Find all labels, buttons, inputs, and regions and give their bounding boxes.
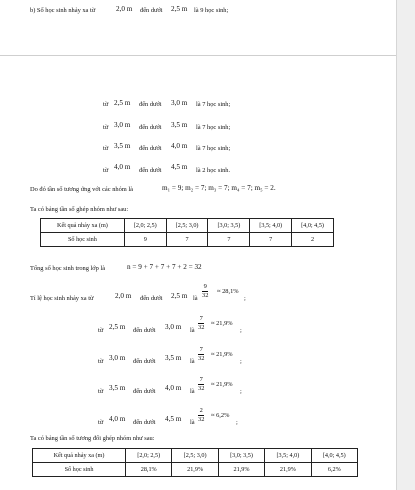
- ratio-fraction: $\frac{7}{32}$: [198, 376, 205, 393]
- table-header-cell: [4,0; 4,5): [292, 219, 334, 233]
- table-header-cell: [2,0; 2,5): [124, 219, 166, 233]
- ratio-b: 3,5 m: [165, 354, 182, 362]
- table-header-cell: [3,5; 4,0): [265, 449, 311, 463]
- table-cell: 9: [124, 233, 166, 247]
- range-from: từ: [103, 167, 109, 174]
- total-line-formula: n = 9 + 7 + 7 + 7 + 2 = 32: [127, 263, 202, 271]
- ratio-from: từ: [98, 419, 104, 426]
- ratio-from: từ: [98, 388, 104, 395]
- table-cell: 21,9%: [172, 463, 218, 477]
- range-a: 3,5 m: [114, 142, 131, 150]
- ratio-a: 3,0 m: [109, 354, 126, 362]
- range-mid: đến dưới: [139, 101, 162, 108]
- table-cell: 21,9%: [218, 463, 264, 477]
- table1-intro: Ta có bảng tần số ghép nhóm như sau:: [30, 206, 129, 213]
- range-a: 2,5 m: [114, 99, 131, 107]
- freq-line-text: Do đó tần số tương ứng với các nhóm là: [30, 186, 133, 193]
- ratio-from: từ: [98, 327, 104, 334]
- table-cell: 7: [208, 233, 250, 247]
- table-cell: 2: [292, 233, 334, 247]
- range-suffix: là 2 học sinh.: [196, 167, 231, 174]
- ratio-prefix: Tỉ lệ học sinh nhảy xa từ: [30, 295, 94, 302]
- range-mid: đến dưới: [139, 167, 162, 174]
- table-header-cell: [2,5; 3,0): [166, 219, 208, 233]
- range-suffix: là 7 học sinh;: [196, 124, 231, 131]
- ratio-b: 2,5 m: [171, 292, 188, 300]
- ratio-la: là: [193, 295, 198, 302]
- semicolon: ;: [240, 388, 242, 395]
- range-mid: đến dưới: [139, 124, 162, 131]
- ratio-fraction: $\frac{2}{32}$: [198, 407, 205, 424]
- ratio-mid: đến dưới: [133, 419, 156, 426]
- ratio-mid: đến dưới: [133, 388, 156, 395]
- table-cell: 21,9%: [265, 463, 311, 477]
- range-a: 4,0 m: [114, 163, 131, 171]
- table-header-cell: [4,0; 4,5): [311, 449, 357, 463]
- table-cell: 7: [250, 233, 292, 247]
- range-from: từ: [103, 145, 109, 152]
- ratio-fraction: $\frac{9}{32}$: [202, 283, 209, 300]
- ratio-b: 4,5 m: [165, 415, 182, 423]
- ratio-mid: đến dưới: [140, 295, 163, 302]
- freq-line-formula: m₁ = 9; m₂ = 7; m₃ = 7; m₄ = 7; m₅ = 2.: [162, 184, 276, 192]
- ratio-approx: ≈ 21,9%: [211, 351, 233, 358]
- range-b: 4,5 m: [171, 163, 188, 171]
- table-header-cell: [2,0; 2,5): [126, 449, 172, 463]
- ratio-approx: ≈ 21,9%: [211, 320, 233, 327]
- total-line-text: Tổng số học sinh trong lớp là: [30, 265, 106, 272]
- table-row: [41, 233, 334, 247]
- ratio-la: là: [190, 388, 195, 395]
- range-from: từ: [103, 124, 109, 131]
- frequency-table: [40, 218, 334, 247]
- table-cell: 6,2%: [311, 463, 357, 477]
- ratio-a: 3,5 m: [109, 384, 126, 392]
- table-header-row: [41, 219, 334, 233]
- table-header-cell: [3,0; 3,5): [208, 219, 250, 233]
- table2-intro: Ta có bảng tần số tương đối ghép nhóm như sau:: [30, 435, 155, 442]
- range-from: từ: [103, 101, 109, 108]
- ratio-mid: đến dưới: [133, 327, 156, 334]
- ratio-a: 2,5 m: [109, 323, 126, 331]
- line-b-mid: đến dưới: [140, 7, 163, 14]
- page-gap: [396, 0, 415, 490]
- semicolon: ;: [240, 327, 242, 334]
- table-header-cell: [2,5; 3,0): [172, 449, 218, 463]
- semicolon: ;: [240, 358, 242, 365]
- relative-frequency-table: [32, 448, 358, 477]
- table-row: [33, 463, 358, 477]
- ratio-a: 2,0 m: [115, 292, 132, 300]
- range-b: 3,5 m: [171, 121, 188, 129]
- ratio-la: là: [190, 419, 195, 426]
- ratio-mid: đến dưới: [133, 358, 156, 365]
- ratio-la: là: [190, 358, 195, 365]
- table-header-cell: Kết quả nhảy xa (m): [41, 219, 125, 233]
- line-b-suffix: là 9 học sinh;: [194, 7, 229, 14]
- ratio-approx: ≈ 21,9%: [211, 381, 233, 388]
- ratio-la: là: [190, 327, 195, 334]
- range-suffix: là 7 học sinh;: [196, 101, 231, 108]
- semicolon: ;: [236, 419, 238, 426]
- ratio-b: 4,0 m: [165, 384, 182, 392]
- ratio-approx: ≈ 6,2%: [211, 412, 230, 419]
- table-cell: 7: [166, 233, 208, 247]
- line-b-b: 2,5 m: [171, 5, 188, 13]
- table-row-label: Số học sinh: [41, 233, 125, 247]
- range-mid: đến dưới: [139, 145, 162, 152]
- table-header-cell: [3,5; 4,0): [250, 219, 292, 233]
- ratio-from: từ: [98, 358, 104, 365]
- range-a: 3,0 m: [114, 121, 131, 129]
- table-row-label: Số học sinh: [33, 463, 126, 477]
- table-header-row: [33, 449, 358, 463]
- table-cell: 28,1%: [126, 463, 172, 477]
- ratio-approx: ≈ 28,1%: [217, 288, 239, 295]
- table-header-cell: Kết quả nhảy xa (m): [33, 449, 126, 463]
- line-b-a: 2,0 m: [116, 5, 133, 13]
- semicolon: ;: [244, 295, 246, 302]
- range-b: 3,0 m: [171, 99, 188, 107]
- ratio-fraction: $\frac{7}{32}$: [198, 346, 205, 363]
- line-b-prefix: b) Số học sinh nhảy xa từ: [30, 7, 96, 14]
- ratio-a: 4,0 m: [109, 415, 126, 423]
- ratio-b: 3,0 m: [165, 323, 182, 331]
- range-suffix: là 7 học sinh;: [196, 145, 231, 152]
- range-b: 4,0 m: [171, 142, 188, 150]
- ratio-fraction: $\frac{7}{32}$: [198, 315, 205, 332]
- table-header-cell: [3,0; 3,5): [218, 449, 264, 463]
